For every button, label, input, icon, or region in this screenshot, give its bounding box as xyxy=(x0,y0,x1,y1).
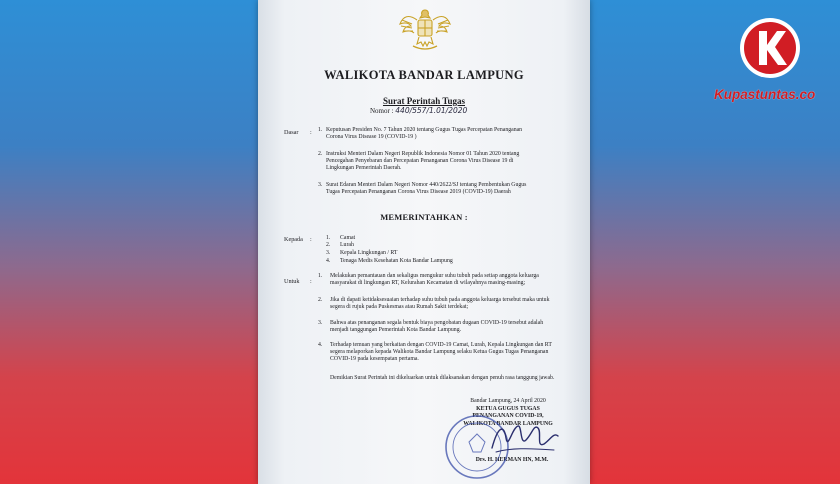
nomor-label: Nomor : xyxy=(370,107,394,115)
site-watermark-text: Kupastuntas.co xyxy=(714,87,816,102)
memerintahkan-heading: MEMERINTAHKAN : xyxy=(380,212,468,222)
dasar-colon: : xyxy=(310,129,312,136)
document-number xyxy=(370,106,467,115)
dasar-item: 2. Instruksi Menteri Dalam Negeri Republik Indonesia Nomor 01 Tahun 2020 tentang Pencegahan Penyebaran dan Percepatan Penanganan Corona Virus Disease 19 di Lingkungan Pemerintah Daerah. xyxy=(318,151,520,172)
garuda-emblem-icon xyxy=(395,4,455,54)
kepada-item: 2. Lurah xyxy=(326,242,354,248)
nomor-value: 440/557/1.01/2020 xyxy=(395,106,468,115)
kepada-item: 3. Kepala Lingkungan / RT xyxy=(326,250,398,256)
untuk-label: Untuk xyxy=(284,278,300,285)
kepada-item: 4. Tenaga Medis Kesehatan Kota Bandar Lampung xyxy=(326,258,453,264)
dasar-item: 3. Surat Edaran Menteri Dalam Negeri Nomor 440/2622/SJ tentang Pembentukan Gugus Tugas Percepatan Penanganan Corona Virus Disease 2019 (COVID-19) Daerah xyxy=(318,182,527,196)
untuk-colon: : xyxy=(310,278,312,285)
kepada-label: Kepada xyxy=(284,236,303,243)
signatory-name: Drs. H. HERMAN HN, M.M. xyxy=(475,457,549,463)
untuk-item: 3. Bahwa atas penanganan segala bentuk biaya pengobatan dugaan COVID-19 tersebut adalah menjadi tanggungan Pemerintah Kota Bandar Lampung. xyxy=(318,320,544,334)
handwritten-signature-icon xyxy=(488,418,560,458)
kepada-colon: : xyxy=(310,236,312,243)
document-subtitle: Surat Perintah Tugas xyxy=(382,96,466,106)
closing-statement: Demikian Surat Perintah ini dikeluarkan untuk dilaksanakan dengan penuh rasa tanggung jawab. xyxy=(330,375,555,381)
dasar-label: Dasar xyxy=(284,129,299,136)
untuk-item: 1. Melakukan pemantauan dan sekaligus mengukur suhu tubuh pada setiap anggota keluarga masyarakat di lingkungan RT, Kelurahan Kecamatan di wilayahnya masing-masing; xyxy=(318,273,539,287)
kepada-item: 1. Camat xyxy=(326,235,356,241)
signatory-title-line3: WALIKOTA BANDAR LAMPUNG xyxy=(463,420,553,427)
signatory-title-line2: PENANGANAN COVID-19, xyxy=(472,413,544,419)
document-title: WALIKOTA BANDAR LAMPUNG xyxy=(324,68,524,82)
kupastuntas-logo-icon xyxy=(738,16,802,80)
document-page xyxy=(258,0,590,484)
signatory-title-line1: KETUA GUGUS TUGAS xyxy=(476,405,540,412)
untuk-item: 2. Jika di dapati ketidaksesuaian terhadap suhu tubuh pada anggota keluarga tersebut maka untuk segera di rujuk pada Puskesmas atau Rumah Sakit terdekat; xyxy=(318,297,550,311)
place-date: Bandar Lampung, 24 April 2020 xyxy=(470,398,546,404)
dasar-item: 1. Keputusan Presiden No. 7 Tahun 2020 tentang Gugus Tugas Percepatan Penanganan Corona Virus Disease 19 (COVID-19 ) xyxy=(318,127,523,141)
untuk-item: 4. Terhadap temuan yang berkaitan dengan COVID-19 Camat, Lurah, Kepala Lingkungan dan RT segera melaporkan kepada Walikota Bandar Lampung selaku Ketua Gugus Tugas Penanganan COVID-19 pada kesempatan pertama. xyxy=(318,342,552,363)
